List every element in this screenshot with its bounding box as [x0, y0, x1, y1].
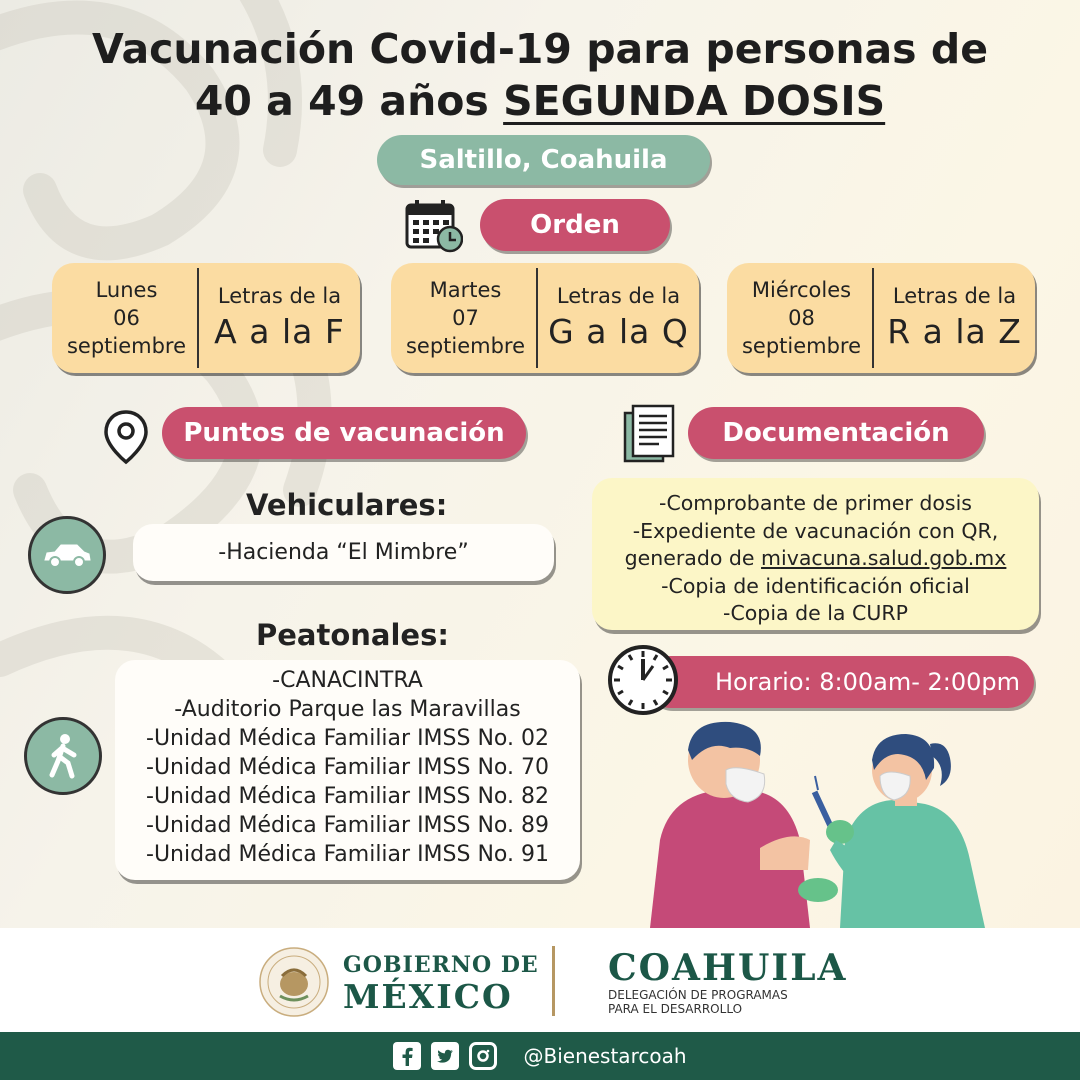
- age-range-text: 40 a 49 años: [194, 77, 489, 125]
- gob-line1: GOBIERNO DE: [343, 952, 539, 978]
- letters-value: R a la Z: [887, 312, 1022, 351]
- location-pill: Saltillo, Coahuila: [377, 135, 710, 185]
- doc-item: -Expediente de vacunación con QR,: [632, 518, 999, 543]
- facebook-icon[interactable]: [393, 1042, 421, 1070]
- coah-sub1: DELEGACIÓN DE PROGRAMAS: [608, 988, 788, 1002]
- vehiculares-heading: Vehiculares:: [246, 488, 448, 522]
- schedule-card-monday: [52, 263, 360, 373]
- orden-pill: Orden: [480, 199, 670, 251]
- letters-label: Letras de la: [217, 284, 342, 308]
- letters-value: A a la F: [214, 312, 345, 351]
- dose-emphasis: SEGUNDA DOSIS: [503, 77, 886, 125]
- doc-item: -Comprobante de primer dosis: [659, 491, 972, 515]
- schedule-card-wednesday: [727, 263, 1035, 373]
- letters-label: Letras de la: [556, 284, 681, 308]
- clock-icon: [607, 644, 679, 716]
- footer-divider: [552, 946, 555, 1016]
- documentos-box: [592, 478, 1039, 630]
- social-handle[interactable]: @Bienestarcoah: [523, 1044, 687, 1068]
- vaccination-illustration: [640, 720, 1000, 928]
- page-title-line1: Vacunación Covid-19 para personas de: [91, 25, 989, 73]
- letters-range: [538, 282, 699, 354]
- schedule-date: [52, 276, 197, 360]
- document-icon: [621, 403, 677, 465]
- month-name: septiembre: [405, 334, 526, 358]
- gobierno-mexico-logo: [343, 952, 539, 1016]
- gob-line2: MÉXICO: [343, 977, 513, 1016]
- coahuila-logo: [608, 948, 847, 1016]
- letters-range: [874, 282, 1035, 354]
- walking-person-icon: [24, 717, 102, 795]
- month-name: septiembre: [741, 334, 862, 358]
- day-number: 06: [113, 306, 140, 330]
- social-bar: [0, 1032, 1080, 1080]
- schedule-card-tuesday: [391, 263, 699, 373]
- coah-title: COAHUILA: [608, 947, 848, 989]
- schedule-date: [727, 276, 872, 360]
- peatonal-item: -Unidad Médica Familiar IMSS No. 89: [146, 813, 549, 838]
- doc-item: -Copia de identificación oficial: [661, 573, 970, 598]
- peatonal-item: -CANACINTRA: [272, 668, 423, 693]
- letters-label: Letras de la: [892, 284, 1017, 308]
- letters-value: G a la Q: [548, 312, 689, 351]
- peatonales-heading: Peatonales:: [256, 618, 449, 652]
- day-number: 07: [452, 306, 479, 330]
- schedule-date: [391, 276, 536, 360]
- peatonal-item: -Unidad Médica Familiar IMSS No. 02: [146, 726, 549, 751]
- day-name: Lunes: [95, 278, 158, 302]
- doc-item: -Copia de la CURP: [723, 601, 908, 625]
- day-name: Miércoles: [751, 278, 852, 302]
- letters-range: [199, 282, 360, 354]
- peatonal-item: -Unidad Médica Familiar IMSS No. 91: [146, 842, 549, 867]
- peatonales-box: [115, 660, 580, 880]
- coah-sub2: PARA EL DESARROLLO: [608, 1002, 743, 1016]
- calendar-icon: [405, 199, 463, 253]
- peatonal-item: -Unidad Médica Familiar IMSS No. 82: [146, 784, 549, 809]
- vehiculares-box: [133, 524, 554, 581]
- page-title-line2: [40, 76, 1040, 126]
- horario-pill: Horario: 8:00am- 2:00pm: [645, 656, 1034, 708]
- doc-item-prefix: generado de: [624, 546, 755, 570]
- location-pin-icon: [102, 408, 150, 466]
- footer: [0, 928, 1080, 1032]
- documentacion-pill: Documentación: [688, 407, 984, 459]
- car-icon: [28, 516, 106, 594]
- peatonal-item: -Unidad Médica Familiar IMSS No. 70: [146, 755, 549, 780]
- mexico-seal-logo: [258, 946, 330, 1018]
- month-name: septiembre: [66, 334, 187, 358]
- day-number: 08: [788, 306, 815, 330]
- doc-item: [592, 545, 1039, 573]
- day-name: Martes: [429, 278, 502, 302]
- puntos-vacunacion-pill: Puntos de vacunación: [162, 407, 526, 459]
- instagram-icon[interactable]: [469, 1042, 497, 1070]
- peatonal-item: -Auditorio Parque las Maravillas: [174, 697, 521, 722]
- twitter-icon[interactable]: [431, 1042, 459, 1070]
- mivacuna-link[interactable]: mivacuna.salud.gob.mx: [761, 546, 1007, 570]
- vehiculares-item: -Hacienda “El Mimbre”: [218, 540, 469, 565]
